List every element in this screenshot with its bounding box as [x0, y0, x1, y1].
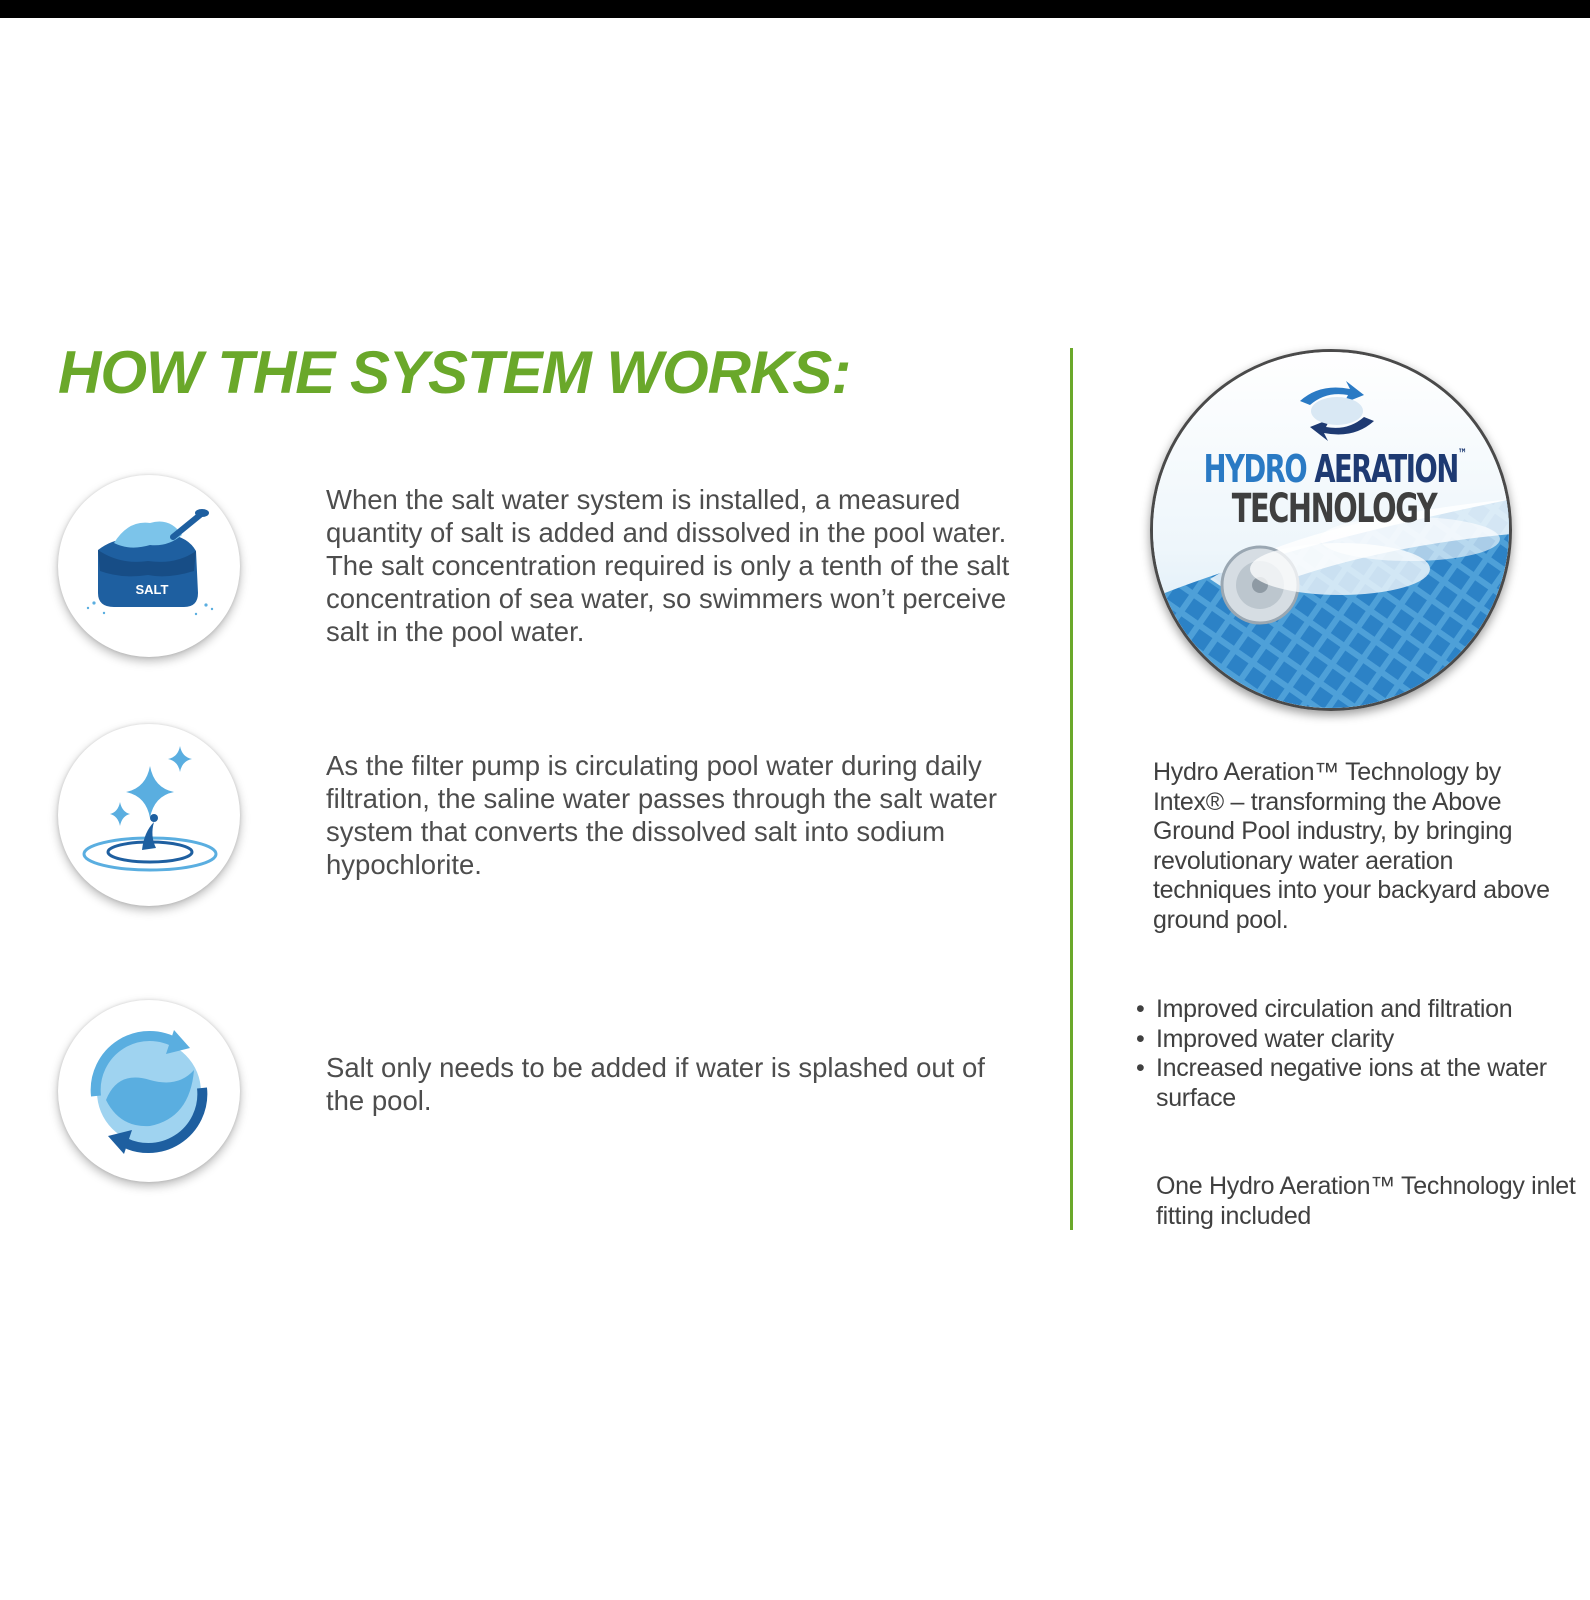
- inlet-fitting-note: One Hydro Aeration™ Technology inlet fitting included: [1156, 1172, 1576, 1230]
- salt-bag-icon: [58, 475, 240, 657]
- hydro-aeration-badge: [1150, 349, 1512, 711]
- step-3-text: Salt only needs to be added if water is splashed out of the pool.: [326, 1052, 985, 1116]
- top-border: [0, 0, 1590, 18]
- hydro-aeration-intro: Hydro Aeration™ Technology by Intex® – transforming the Above Ground Pool industry, by bringing revolutionary water aeration techniques into your backyard above ground pool.: [1153, 758, 1550, 934]
- page-title: HOW THE SYSTEM WORKS:: [58, 339, 851, 406]
- benefit-item: • Improved circulation and filtration: [1136, 995, 1566, 1025]
- step-1-text: When the salt water system is installed, a measured quantity of salt is added and dissolved in the pool water. The salt concentration required is only a tenth of the salt concentration of sea water, so swimmers won’t perceive salt in the pool water.: [326, 484, 1010, 647]
- sparkle-water-drop-icon: [58, 724, 240, 906]
- badge-line-1: HYDRO AERATION™: [1203, 447, 1468, 491]
- step-2-text: As the filter pump is circulating pool water during daily filtration, the saline water passes through the salt water system that converts the dissolved salt into sodium hypochlorite.: [326, 750, 998, 880]
- benefit-item: • Increased negative ions at the water surface: [1136, 1054, 1566, 1113]
- benefit-item: • Improved water clarity: [1136, 1025, 1566, 1055]
- vertical-divider: [1070, 348, 1073, 1230]
- circulation-arrows-icon: [58, 1000, 240, 1182]
- salt-label: SALT: [135, 582, 169, 597]
- badge-line-2: TECHNOLOGY: [1231, 486, 1437, 532]
- benefits-list: [1136, 995, 1566, 1113]
